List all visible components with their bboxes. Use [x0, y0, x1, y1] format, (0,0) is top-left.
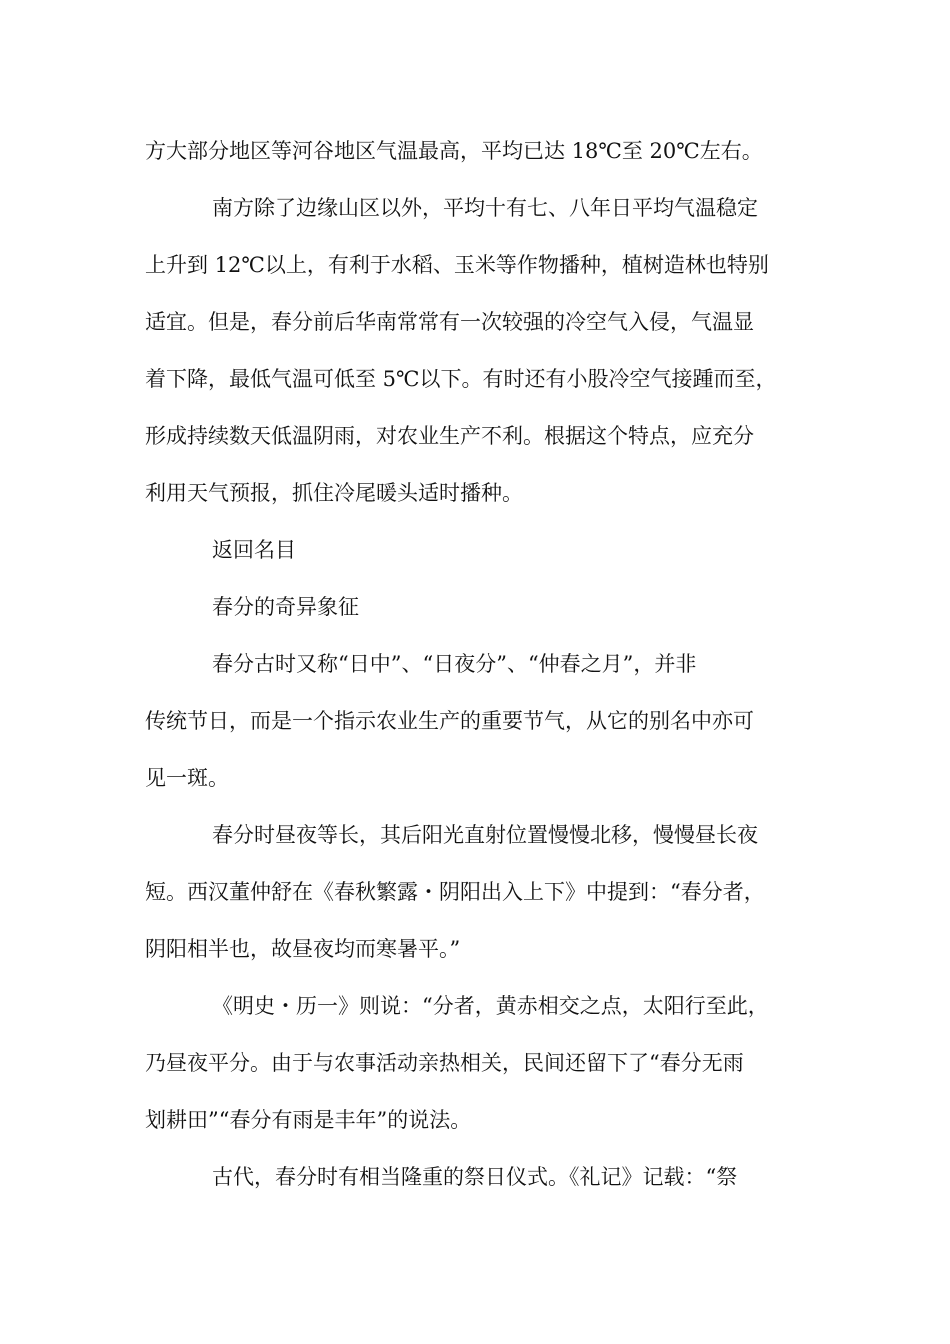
text-line: 上升到 12℃以上，有利于水稻、玉米等作物播种，植树造林也特别: [145, 253, 769, 277]
text-line: 方大部分地区等河谷地区气温最高，平均已达 18℃至 20℃左右。: [145, 139, 763, 163]
text-line: 乃昼夜平分。由于与农事活动亲热相关，民间还留下了“春分无雨: [145, 1051, 744, 1075]
text-line: 适宜。但是，春分前后华南常常有一次较强的冷空气入侵，气温显: [145, 310, 754, 334]
back-to-contents-link[interactable]: 返回名目: [212, 538, 296, 562]
paragraph-start-line: 春分古时又称“日中”、“日夜分”、“仲春之月”，并非: [212, 652, 697, 676]
text-line: 着下降，最低气温可低至 5℃以下。有时还有小股冷空气接踵而至，: [145, 367, 777, 391]
paragraph-start-line: 古代，春分时有相当隆重的祭日仪式。《礼记》记载：“祭: [212, 1165, 738, 1189]
text-line: 形成持续数天低温阴雨，对农业生产不利。根据这个特点，应充分: [145, 424, 754, 448]
text-line: 见一斑。: [145, 766, 229, 790]
document-body: [145, 134, 830, 1217]
text-line: 利用天气预报，抓住冷尾暖头适时播种。: [145, 481, 523, 505]
text-line: 短。西汉董仲舒在《春秋繁露・阴阳出入上下》中提到：“春分者，: [145, 880, 765, 904]
text-line: 传统节日，而是一个指示农业生产的重要节气，从它的别名中亦可: [145, 709, 754, 733]
paragraph-start-line: 《明史・历一》则说：“分者，黄赤相交之点，太阳行至此，: [212, 994, 769, 1018]
text-line: 划耕田”“春分有雨是丰年”的说法。: [145, 1108, 472, 1132]
paragraph-start-line: 春分时昼夜等长，其后阳光直射位置慢慢北移，慢慢昼长夜: [212, 823, 758, 847]
paragraph-start-line: 南方除了边缘山区以外，平均十有七、八年日平均气温稳定: [212, 196, 758, 220]
text-line: 阴阳相半也，故昼夜均而寒暑平。”: [145, 937, 461, 961]
section-heading: 春分的奇异象征: [212, 595, 359, 619]
